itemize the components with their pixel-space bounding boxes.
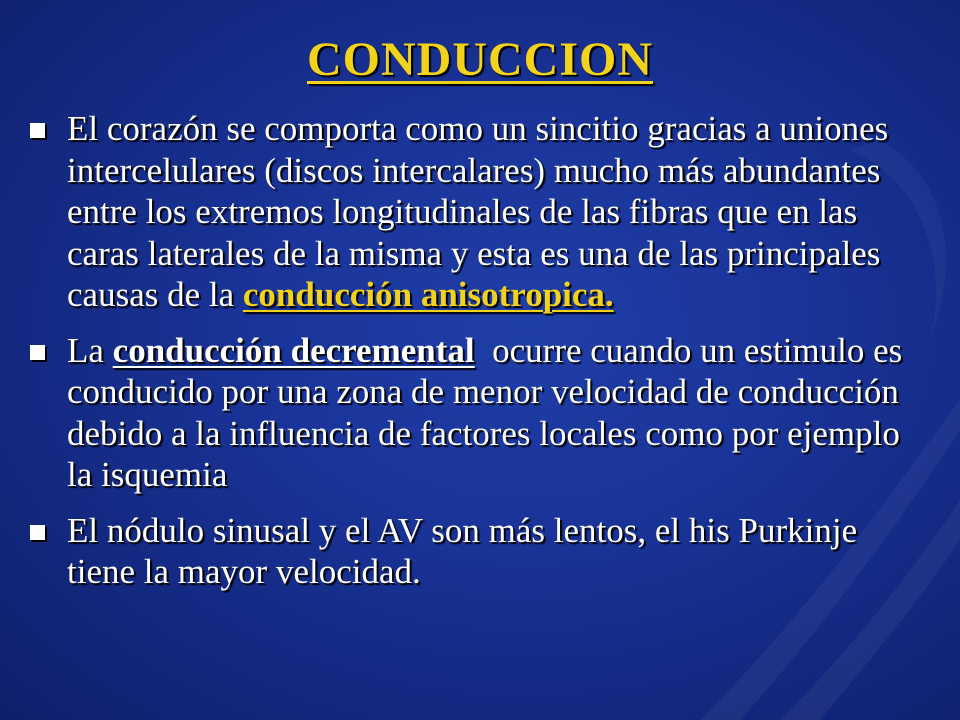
highlight-decremental-conduction: conducción decremental (112, 330, 475, 370)
square-bullet-icon (30, 525, 45, 540)
square-bullet-icon (30, 345, 45, 360)
bullet-list (30, 108, 920, 607)
bullet-text: El nódulo sinusal y el AV son más lentos, el his Purkinje tiene la mayor velocidad. (67, 510, 858, 591)
bullet-prefix: La (67, 330, 113, 370)
bullet-text: ocurre cuando un estimulo es conducido por una zona de menor velocidad de conducción debido a la influencia de factores locales como por ejemplo la isquemia (67, 330, 912, 494)
bullet-item-velocity (30, 510, 920, 593)
bullet-item-decremental (30, 330, 920, 496)
slide-title: CONDUCCION (307, 33, 653, 86)
bullet-text: El corazón se comporta como un sincitio gracias a uniones intercelulares (discos intercalares) mucho más abundantes entre los extremos longitudinales de las fibras que en las caras laterales de la misma y esta es una de las principales causas de la (67, 109, 889, 314)
bullet-item-anisotropic (30, 108, 920, 316)
highlight-anisotropic-conduction: conducción anisotropica. (242, 275, 614, 314)
square-bullet-icon (30, 123, 45, 138)
